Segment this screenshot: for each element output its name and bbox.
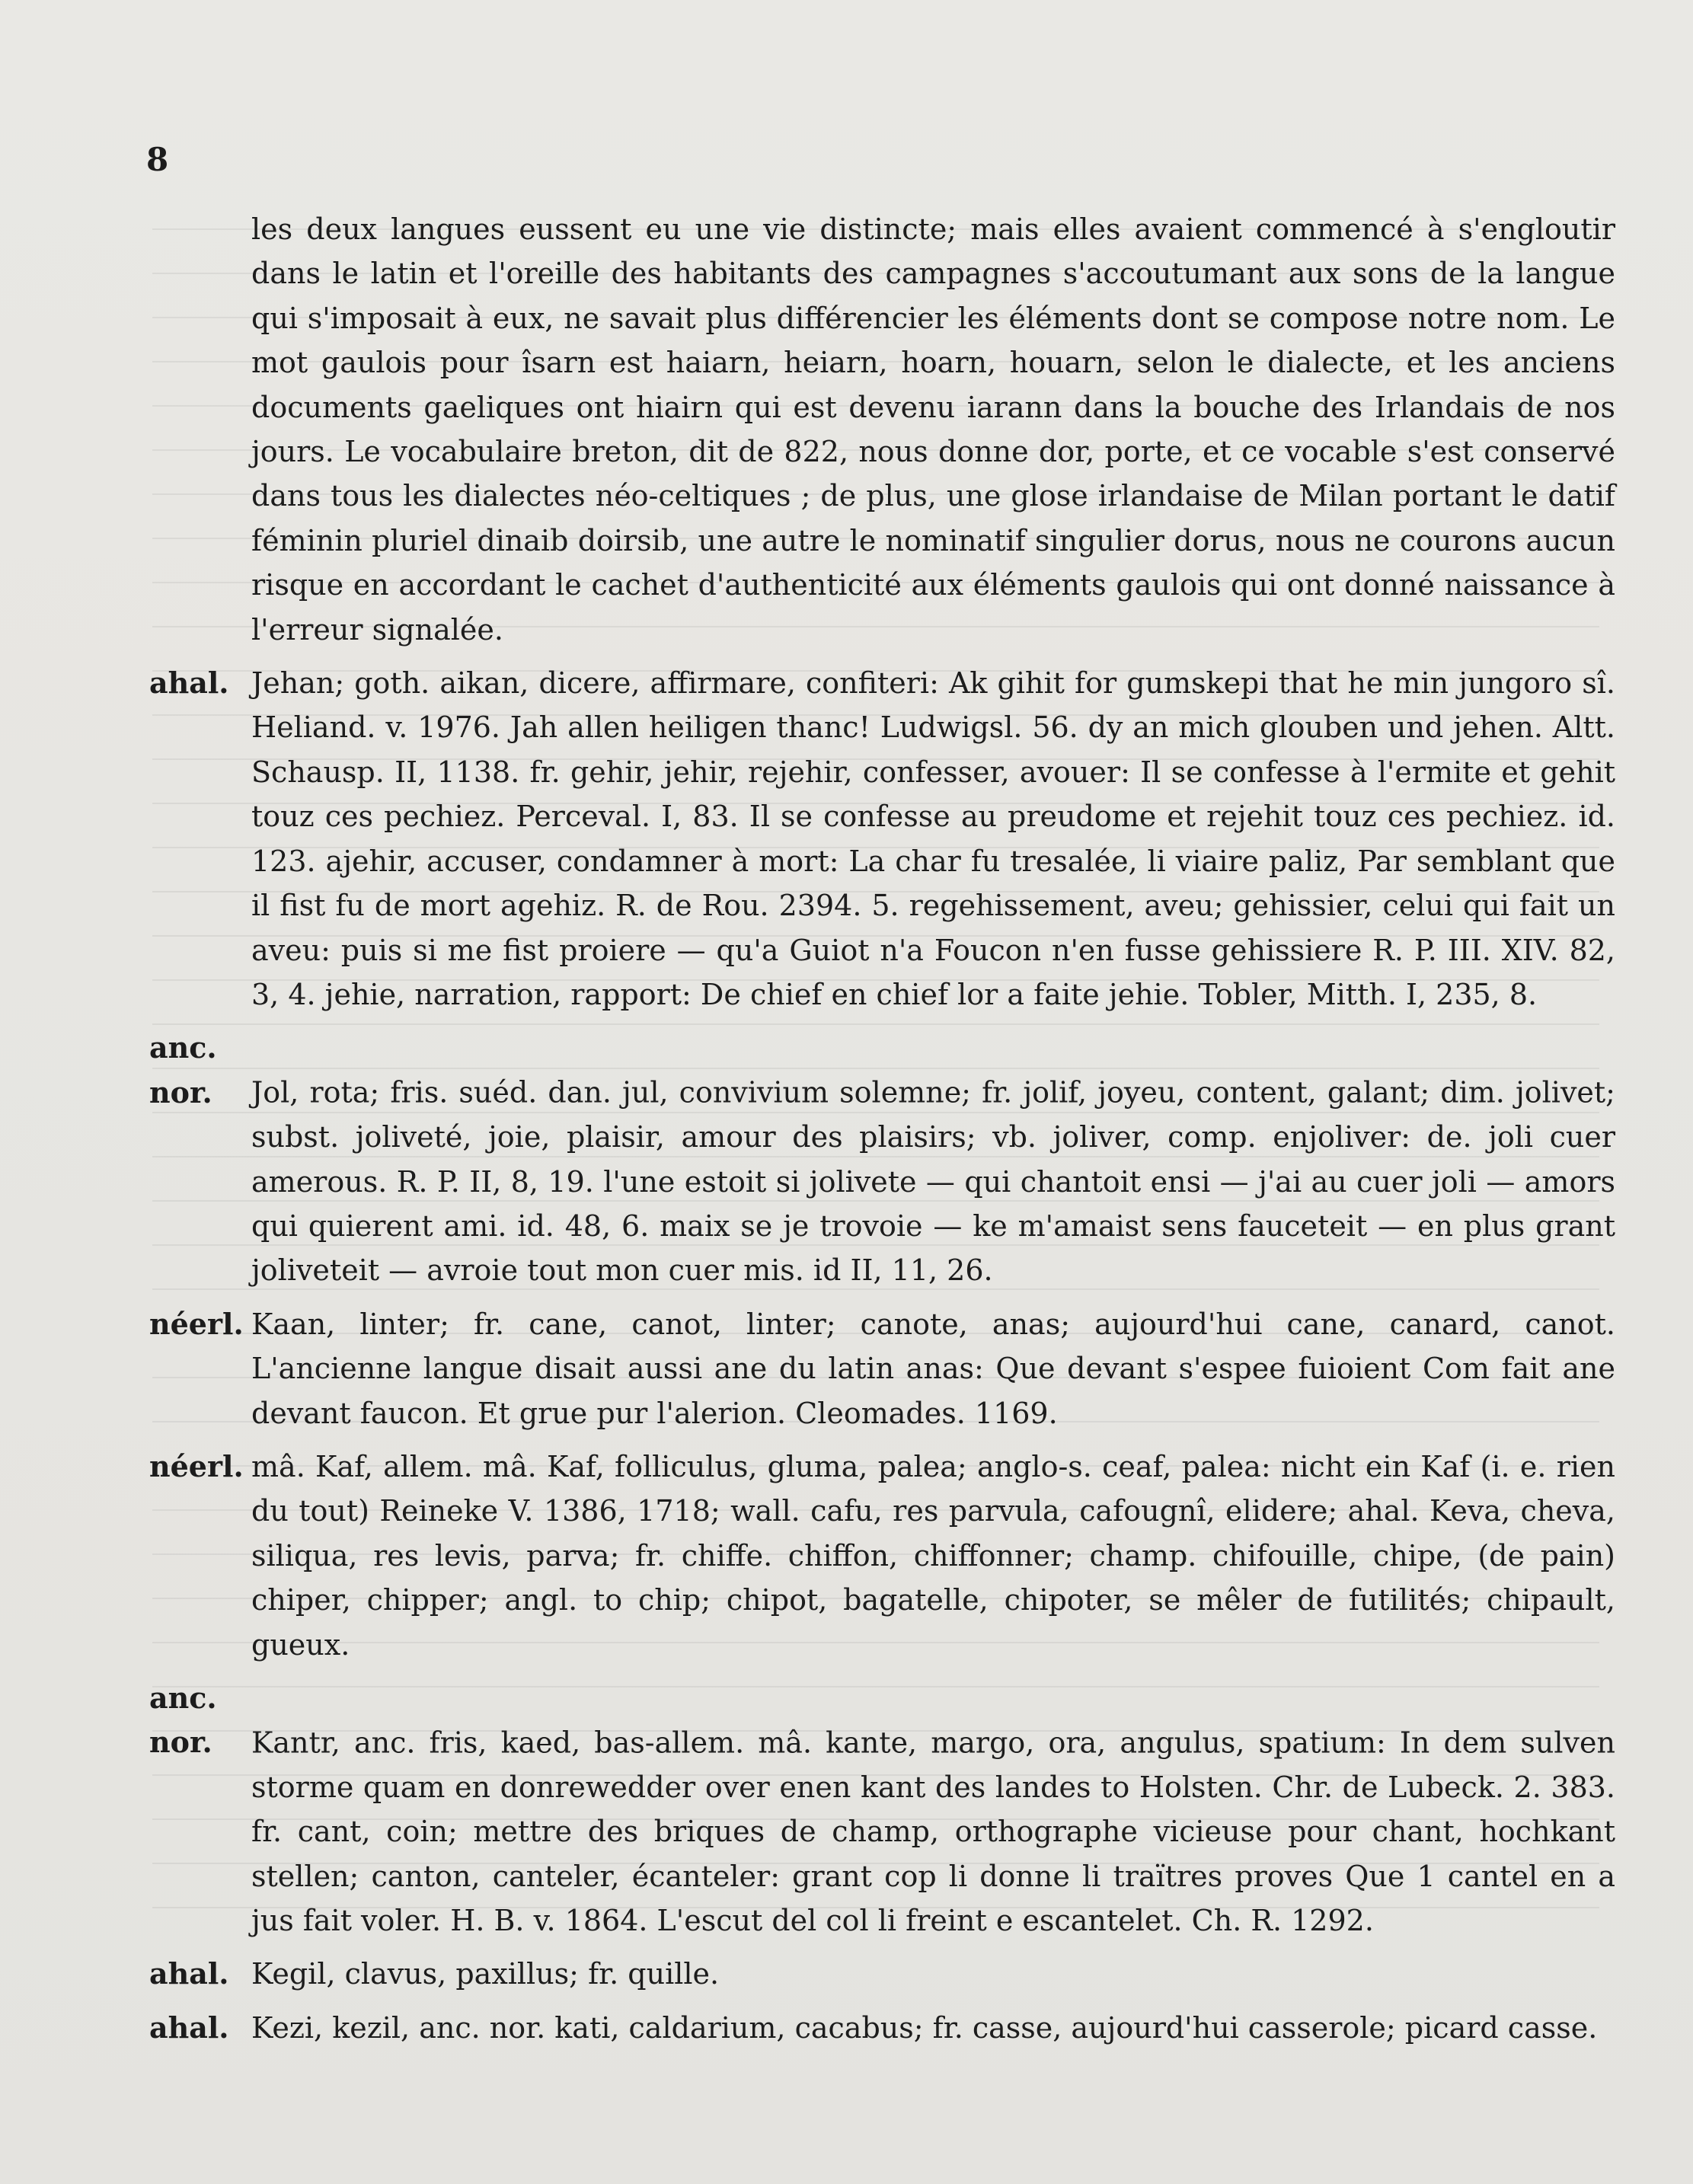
- entry-kaan: [149, 1302, 1615, 1435]
- body-text: [149, 207, 1615, 2050]
- entry-text: Jehan; goth. aikan, dicere, affirmare, confiteri: Ak gihit for gumskepi that he min jungoro sî. Heliand. v. 1976. Jah allen heiligen thanc! Ludwigsl. 56. dy an mich glouben und jehen. Altt. Schausp. II, 1138. fr. gehir, jehir, rejehir, confesser, avouer: Il se confesse à l'ermite et gehit touz ces pechiez. Perceval. I, 83. Il se confesse au preudome et rejehit touz ces pechiez. id. 123. ajehir, accuser, condamner à mort: La char fu tresalée, li viaire paliz, Par semblant que il fist fu de mort agehiz. R. de Rou. 2394. 5. regehissement, aveu; gehissier, celui qui fait un aveu: puis si me fist proiere — qu'a Guiot n'a Foucon n'en fusse gehissiere R. P. III. XIV. 82, 3, 4. jehie, narration, rapport: De chief en chief lor a faite jehie. Tobler, Mitth. I, 235, 8.: [251, 666, 1615, 1011]
- entry-language: néerl.: [149, 1306, 244, 1341]
- entry-jol: [149, 1026, 1615, 1292]
- entry-language: anc. nor.: [149, 1681, 217, 1760]
- entry-kaf: [149, 1445, 1615, 1667]
- entry-kezi: [149, 2006, 1615, 2050]
- entry-text: Kaan, linter; fr. cane, canot, linter; canote, anas; aujourd'hui cane, canard, canot. L'ancienne langue disait aussi ane du latin anas: Que devant s'espee fuioient Com fait ane devant faucon. Et grue pur l'alerion. Cleomades. 1169.: [251, 1307, 1615, 1430]
- entry-language: néerl.: [149, 1448, 244, 1483]
- entry-language: ahal.: [149, 2010, 229, 2045]
- entry-text: mâ. Kaf, allem. mâ. Kaf, folliculus, gluma, palea; anglo-s. ceaf, palea: nicht ein Kaf (i. e. rien du tout) Reineke V. 1386, 1718; wall. cafu, res parvula, cafougnî, elidere; ahal. Keva, cheva, siliqua, res levis, parva; fr. chiffe. chiffon, chiffonner; champ. chifouille, chipe, (de pain) chiper, chipper; angl. to chip; chipot, bagatelle, chipoter, se mêler de futilités; chipault, gueux.: [251, 1449, 1615, 1662]
- entry-text: Jol, rota; fris. suéd. dan. jul, convivium solemne; fr. jolif, joyeu, content, galant; dim. jolivet; subst. joliveté, joie, plaisir, amour des plaisirs; vb. joliver, comp. enjoliver: de. joli cuer amerous. R. P. II, 8, 19. l'une estoit si jolivete — qui chantoit ensi — j'ai au cuer joli — amors qui quierent ami. id. 48, 6. maix se je trovoie — ke m'amaist sens fauceteit — en plus grant joliveteit — avroie tout mon cuer mis. id II, 11, 26.: [251, 1075, 1615, 1288]
- entry-language: ahal.: [149, 666, 229, 701]
- intro-paragraph: les deux langues eussent eu une vie distincte; mais elles avaient commencé à s'engloutir dans le latin et l'oreille des habitants des campagnes s'accoutumant aux sons de la langue qui s'imposait à eux, ne savait plus différencier les éléments dont se compose notre nom. Le mot gaulois pour îsarn est haiarn, heiarn, hoarn, houarn, selon le dialecte, et les anciens documents gaeliques ont hiairn qui est devenu iarann dans la bouche des Irlandais de nos jours. Le vocabulaire breton, dit de 822, nous donne dor, porte, et ce vocable s'est conservé dans tous les dialectes néo-celtiques ; de plus, une glose irlandaise de Milan portant le datif féminin pluriel dinaib doirsib, une autre le nominatif singulier dorus, nous ne courons aucun risque en accordant le cachet d'authenticité aux éléments gaulois qui ont donné naissance à l'erreur signalée.: [251, 212, 1615, 647]
- entry-kegil: [149, 1952, 1615, 1996]
- entry-text: Kezi, kezil, anc. nor. kati, caldarium, cacabus; fr. casse, aujourd'hui casserole; picard casse.: [251, 2010, 1598, 2045]
- page-number: 8: [146, 141, 169, 178]
- entry-language: ahal.: [149, 1956, 229, 1991]
- entry-jehan: [149, 661, 1615, 1017]
- entry-text: Kantr, anc. fris, kaed, bas-allem. mâ. kante, margo, ora, angulus, spatium: In dem sulven storme quam en donrewedder over enen kant des landes to Holsten. Chr. de Lubeck. 2. 383. fr. cant, coin; mettre des briques de champ, orthographe vicieuse pour chant, hochkant stellen; canton, canteler, écanteler: grant cop li donne li traïtres proves Que 1 cantel en a jus fait voler. H. B. v. 1864. L'escut del col li freint e escantelet. Ch. R. 1292.: [251, 1726, 1615, 1938]
- entry-language: anc. nor.: [149, 1030, 217, 1110]
- entry-text: Kegil, clavus, paxillus; fr. quille.: [251, 1957, 720, 1991]
- entry-kantr: [149, 1676, 1615, 1943]
